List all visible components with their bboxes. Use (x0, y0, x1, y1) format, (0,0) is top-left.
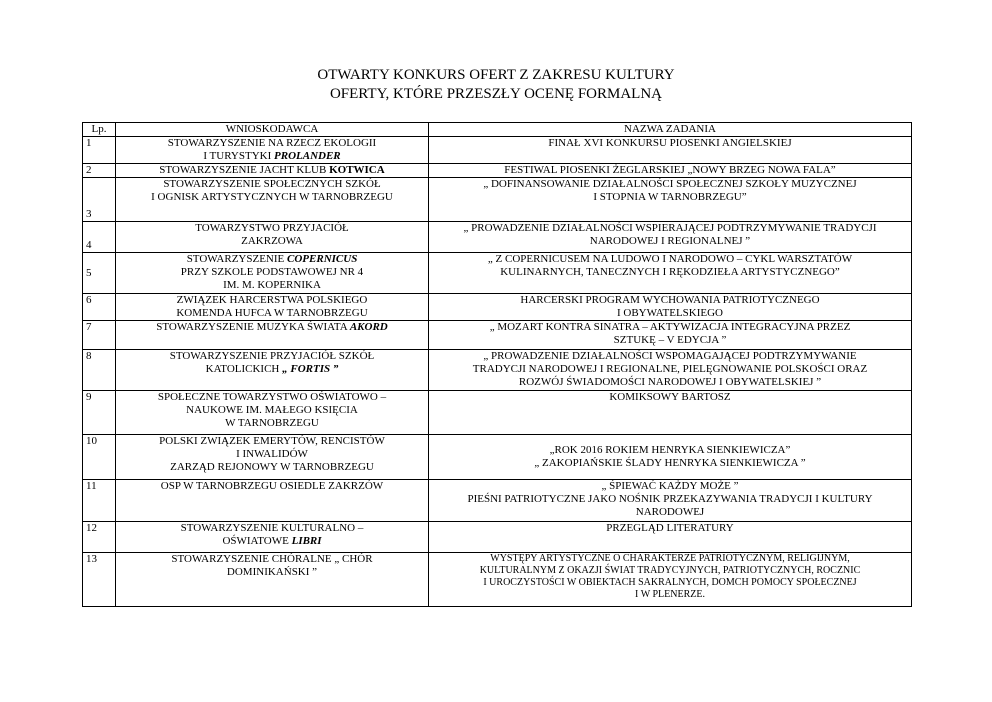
applicant-line: I OGNISK ARTYSTYCZNYCH W TARNOBRZEGU (151, 191, 393, 203)
table-header-row (83, 123, 912, 137)
table-row (83, 553, 912, 607)
task-cell (429, 164, 912, 178)
applicant-cell (116, 321, 429, 350)
table-row (83, 222, 912, 253)
task-line: „ROK 2016 ROKIEM HENRYKA SIENKIEWICZA” (549, 444, 791, 456)
applicant-line: STOWARZYSZENIE NA RZECZ EKOLOGII (167, 137, 377, 149)
applicant-cell (116, 178, 429, 222)
task-line: ROZWÓJ ŚWIADOMOŚCI NARODOWEJ I OBYWATELSKIEJ ” (518, 376, 822, 388)
applicant-cell (116, 391, 429, 435)
applicant-line: POLSKI ZWIĄZEK EMERYTÓW, RENCISTÓW (159, 435, 385, 447)
table-row (83, 522, 912, 553)
task-line: NARODOWEJ (635, 506, 705, 518)
row-number: 5 (83, 253, 116, 294)
offers-table (82, 122, 912, 607)
table-row (83, 391, 912, 435)
applicant-line: STOWARZYSZENIE CHÓRALNE „ CHÓR (171, 553, 373, 565)
header-lp: Lp. (83, 123, 116, 137)
task-cell (429, 178, 912, 222)
task-line: FESTIWAL PIOSENKI ŻEGLARSKIEJ „NOWY BRZEG NOWA FALA” (504, 164, 836, 176)
table-row (83, 164, 912, 178)
row-number: 4 (83, 222, 116, 253)
table-row (83, 253, 912, 294)
task-line: KULTURALNYM Z OKAZJI ŚWIAT TRADYCYJNYCH, PATRIOTYCZNYCH, ROCZNIC (479, 565, 861, 576)
applicant-line: ZARZĄD REJONOWY W TARNOBRZEGU (170, 461, 374, 473)
document-title: OTWARTY KONKURS OFERT Z ZAKRESU KULTURY (317, 67, 675, 83)
table-row (83, 435, 912, 480)
row-number: 12 (83, 522, 116, 553)
applicant-line: STOWARZYSZENIE JACHT KLUB (159, 164, 330, 176)
applicant-line: SPOŁECZNE TOWARZYSTWO OŚWIATOWO – (157, 391, 387, 403)
row-number: 11 (83, 480, 116, 522)
table-row (83, 137, 912, 164)
applicant-emphasis: KOTWICA (329, 164, 385, 176)
task-line: „ ŚPIEWAĆ KAŻDY MOŻE ” (601, 480, 739, 492)
task-cell (429, 350, 912, 391)
task-cell (429, 222, 912, 253)
document-subtitle: OFERTY, KTÓRE PRZESZŁY OCENĘ FORMALNĄ (329, 86, 663, 102)
applicant-emphasis: LIBRI (291, 535, 322, 547)
applicant-emphasis: COPERNICUS (287, 253, 358, 265)
applicant-line: KATOLICKICH (205, 363, 283, 375)
task-line: HARCERSKI PROGRAM WYCHOWANIA PATRIOTYCZNEGO (520, 294, 820, 306)
applicant-line: I INWALIDÓW (236, 448, 308, 460)
applicant-cell (116, 294, 429, 321)
task-cell (429, 435, 912, 480)
applicant-cell (116, 522, 429, 553)
applicant-line: DOMINIKAŃSKI ” (226, 566, 318, 578)
task-line: „ DOFINANSOWANIE DZIAŁALNOŚCI SPOŁECZNEJ SZKOŁY MUZYCZNEJ (483, 178, 857, 190)
applicant-line: OŚWIATOWE (222, 535, 292, 547)
applicant-line: PRZY SZKOLE PODSTAWOWEJ NR 4 (180, 266, 364, 278)
task-cell (429, 553, 912, 607)
task-line: „ Z COPERNICUSEM NA LUDOWO I NARODOWO – CYKL WARSZTATÓW (487, 253, 853, 265)
task-line: KOMIKSOWY BARTOSZ (609, 391, 731, 403)
row-number: 3 (83, 178, 116, 222)
applicant-line: ZAKRZOWA (241, 235, 303, 247)
row-number: 2 (83, 164, 116, 178)
applicant-cell (116, 222, 429, 253)
applicant-cell (116, 350, 429, 391)
task-cell (429, 253, 912, 294)
task-line: KULINARNYCH, TANECZNYCH I RĘKODZIEŁA ARTYSTYCZNEGO” (500, 266, 840, 278)
task-cell (429, 294, 912, 321)
task-line: I W PLENERZE. (635, 589, 705, 600)
applicant-line: W TARNOBRZEGU (225, 417, 319, 429)
applicant-cell (116, 164, 429, 178)
applicant-emphasis: AKORD (349, 321, 388, 333)
task-line: SZTUKĘ – V EDYCJA ” (613, 334, 727, 346)
applicant-line: OSP W TARNOBRZEGU OSIEDLE ZAKRZÓW (160, 480, 384, 492)
applicant-line: STOWARZYSZENIE KULTURALNO – (180, 522, 364, 534)
table-row (83, 350, 912, 391)
applicant-line: I TURYSTYKI (203, 150, 275, 162)
task-line: WYSTĘPY ARTYSTYCZNE O CHARAKTERZE PATRIOTYCZNYM, RELIGIJNYM, (490, 553, 850, 564)
applicant-line: STOWARZYSZENIE SPOŁECZNYCH SZKÓŁ (163, 178, 381, 190)
applicant-emphasis: PROLANDER (274, 150, 341, 162)
task-cell (429, 137, 912, 164)
table-row (83, 178, 912, 222)
task-line: PIEŚNI PATRIOTYCZNE JAKO NOŚNIK PRZEKAZYWANIA TRADYCJI I KULTURY (467, 493, 873, 505)
applicant-line: NAUKOWE IM. MAŁEGO KSIĘCIA (186, 404, 358, 416)
task-line: NARODOWEJ I REGIONALNEJ ” (589, 235, 751, 247)
row-number: 6 (83, 294, 116, 321)
applicant-cell (116, 253, 429, 294)
task-cell (429, 321, 912, 350)
applicant-line: STOWARZYSZENIE MUZYKA ŚWIATA (156, 321, 350, 333)
applicant-line: STOWARZYSZENIE (186, 253, 288, 265)
task-line: „ PROWADZENIE DZIAŁALNOŚCI WSPIERAJĄCEJ PODTRZYMYWANIE TRADYCJI (463, 222, 877, 234)
task-line: I OBYWATELSKIEGO (616, 307, 723, 319)
applicant-line: TOWARZYSTWO PRZYJACIÓŁ (195, 222, 349, 234)
table-row (83, 294, 912, 321)
task-line: FINAŁ XVI KONKURSU PIOSENKI ANGIELSKIEJ (548, 137, 792, 149)
row-number: 13 (83, 553, 116, 607)
task-cell (429, 522, 912, 553)
applicant-cell (116, 553, 429, 607)
task-line: I UROCZYSTOŚCI W OBIEKTACH SAKRALNYCH, DOMCH POMOCY SPOŁECZNEJ (483, 577, 857, 588)
task-line: I STOPNIA W TARNOBRZEGU” (593, 191, 747, 203)
row-number: 7 (83, 321, 116, 350)
header-task-name: NAZWA ZADANIA (429, 123, 912, 137)
applicant-line: IM. M. KOPERNIKA (223, 279, 321, 291)
applicant-cell (116, 435, 429, 480)
applicant-cell (116, 137, 429, 164)
task-line: TRADYCJI NARODOWEJ I REGIONALNE, PIELĘGNOWANIE POLSKOŚCI ORAZ (472, 363, 868, 375)
row-number: 10 (83, 435, 116, 480)
task-cell (429, 391, 912, 435)
row-number: 8 (83, 350, 116, 391)
task-line: „ ZAKOPIAŃSKIE ŚLADY HENRYKA SIENKIEWICZA ” (534, 457, 806, 469)
header-applicant: WNIOSKODAWCA (116, 123, 429, 137)
row-number: 9 (83, 391, 116, 435)
applicant-line: ZWIĄZEK HARCERSTWA POLSKIEGO (176, 294, 368, 306)
applicant-cell (116, 480, 429, 522)
task-cell (429, 480, 912, 522)
applicant-line: STOWARZYSZENIE PRZYJACIÓŁ SZKÓŁ (169, 350, 375, 362)
applicant-emphasis: „ FORTIS ” (282, 363, 339, 375)
table-row (83, 480, 912, 522)
table-row (83, 321, 912, 350)
task-line: „ PROWADZENIE DZIAŁALNOŚCI WSPOMAGAJĄCEJ PODTRZYMYWANIE (483, 350, 857, 362)
task-line: PRZEGLĄD LITERATURY (606, 522, 734, 534)
row-number: 1 (83, 137, 116, 164)
task-line: „ MOZART KONTRA SINATRA – AKTYWIZACJA INTEGRACYJNA PRZEZ (489, 321, 851, 333)
applicant-line: KOMENDA HUFCA W TARNOBRZEGU (176, 307, 368, 319)
